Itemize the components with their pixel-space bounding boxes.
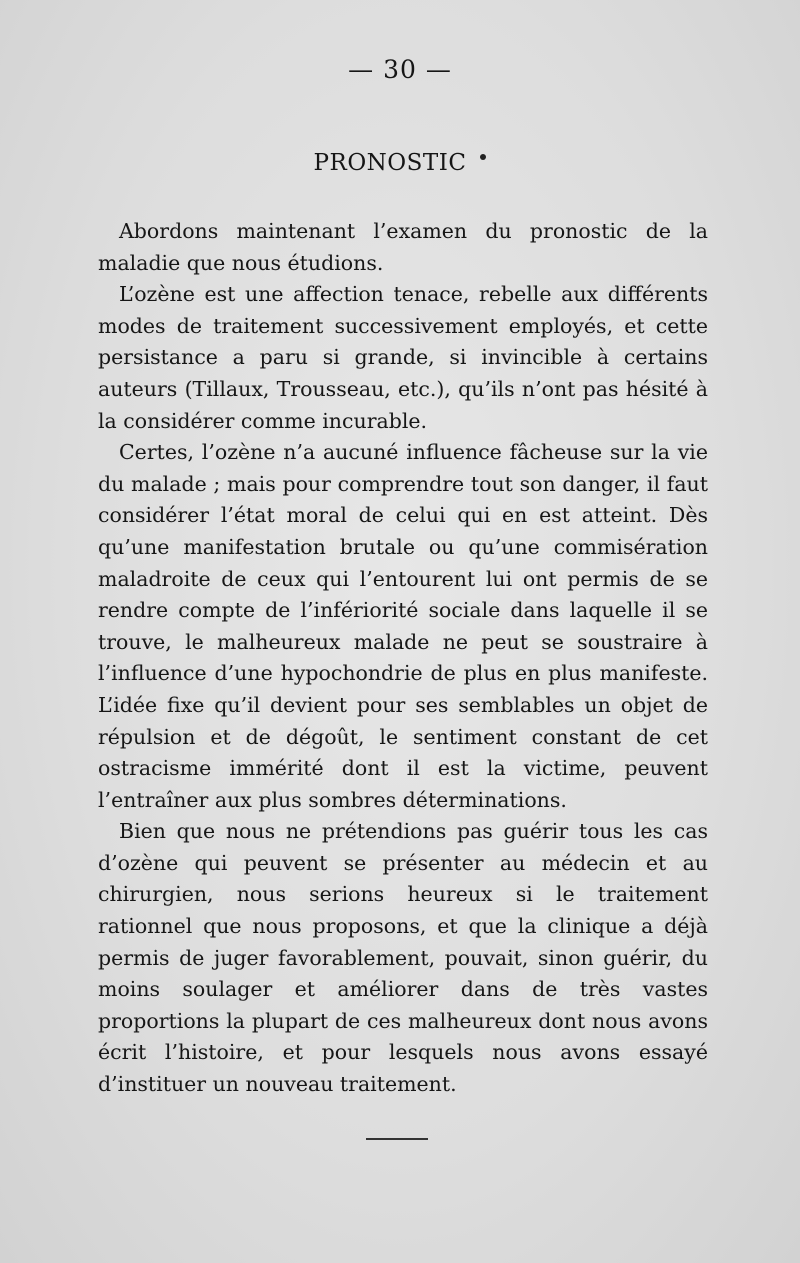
ink-dot [480, 154, 486, 160]
section-heading-text: PRONOSTIC [313, 150, 467, 176]
paragraph-3: Certes, l’ozène n’a aucuné influence fâcheuse sur la vie du malade ; mais pour comprendre tout son danger, il faut considérer l’état moral de celui qui en est atteint. Dès qu’une manifestation brutale ou qu’une commisération maladroite de ceux qui l’entourent lui ont permis de se rendre compte de l’infériorité sociale dans laquelle il se trouve, le malheureux malade ne peut se soustraire à l’influence d’une hypochondrie de plus en plus manifeste. L’idée fixe qu’il devient pour ses semblables un objet de répulsion et de dégoût, le sentiment constant de cet ostracisme immérité dont il est la victime, peuvent l’entraîner aux plus sombres déterminations. [98, 440, 708, 812]
body-text [98, 216, 708, 1101]
closing-rule [366, 1138, 428, 1140]
paragraph-4: Bien que nous ne prétendions pas guérir tous les cas d’ozène qui peuvent se présenter au médecin et au chirurgien, nous serions heureux si le traitement rationnel que nous proposons, et que la clinique a déjà permis de juger favorablement, pouvait, sinon guérir, du moins soulager et améliorer dans de très vastes proportions la plupart de ces malheureux dont nous avons écrit l’histoire, et pour lesquels nous avons essayé d’instituer un nouveau traitement. [98, 819, 708, 1097]
section-heading [0, 150, 800, 176]
paragraph-1: Abordons maintenant l’examen du pronostic de la maladie que nous étudions. [98, 219, 708, 275]
paragraph-2: L’ozène est une affection tenace, rebelle aux différents modes de traitement successivement employés, et cette persistance a paru si grande, si invincible à certains auteurs (Tillaux, Trousseau, etc.), qu’ils n’ont pas hésité à la considérer comme incurable. [98, 282, 708, 433]
page-number: — 30 — [348, 55, 452, 84]
